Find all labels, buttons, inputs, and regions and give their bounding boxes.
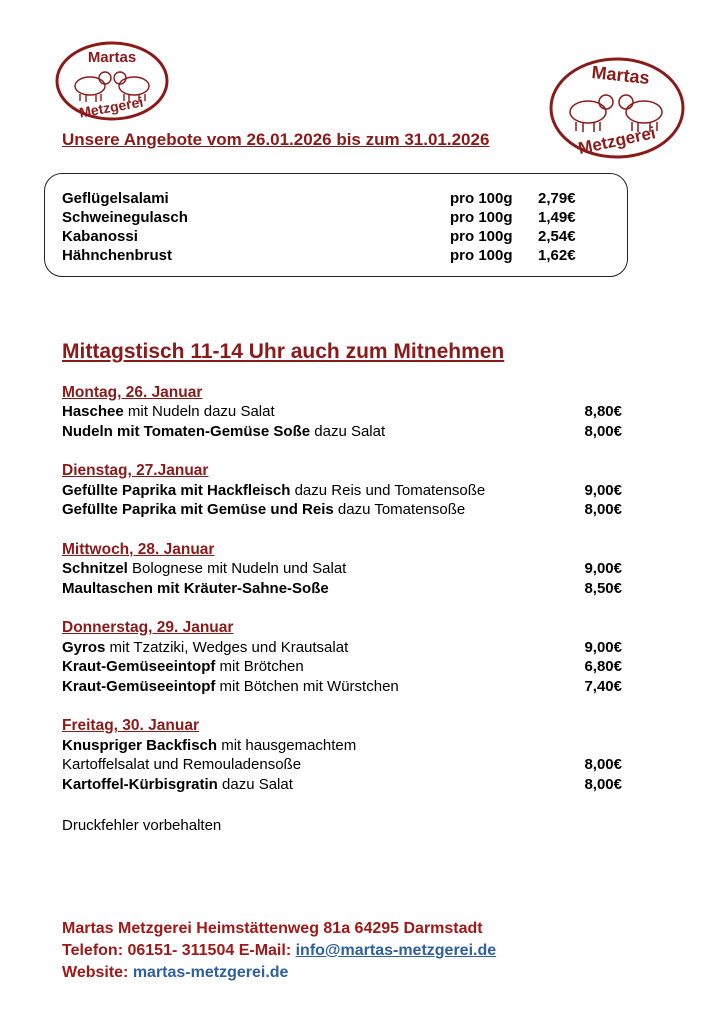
dish-price: 8,00€ [584,423,622,440]
dish-description: mit hausgemachtem [217,737,357,754]
dish-item [62,678,399,695]
footer-website [62,964,288,982]
offer-name: Schweinegulasch [62,209,188,226]
dish-item [62,776,293,793]
logo-small-line2: Metzgerei [77,93,145,121]
logo-small [54,40,170,122]
dish-price: 9,00€ [584,482,622,499]
disclaimer-note: Druckfehler vorbehalten [62,817,222,834]
offer-price: 1,49€ [538,209,576,226]
dish-name: Gefüllte Paprika mit Gemüse und Reis [62,501,334,518]
dish-price: 7,40€ [584,678,622,695]
dish-item [62,639,348,656]
lunch-title: Mittagstisch 11-14 Uhr auch zum Mitnehmen [62,340,505,363]
dish-item [62,403,275,420]
offer-name: Geflügelsalami [62,190,169,207]
footer-contact [62,942,496,960]
day-heading-tuesday: Dienstag, 27.Januar [62,462,209,479]
dish-description: dazu Tomatensoße [333,501,466,518]
offer-price: 2,54€ [538,228,576,245]
dish-name: Kraut-Gemüseeintopf [62,658,216,675]
day-heading-friday: Freitag, 30. Januar [62,717,199,734]
dish-description: mit Bötchen mit Würstchen [215,678,399,695]
offer-unit: pro 100g [450,209,513,226]
dish-name: Kraut-Gemüseeintopf [62,678,216,695]
dish-item [62,658,304,675]
day-heading-monday: Montag, 26. Januar [62,384,203,401]
dish-name: Gyros [62,639,106,656]
logo-small-line1: Martas [87,49,137,66]
dish-price: 6,80€ [584,658,622,675]
dish-item [62,580,329,597]
email-link[interactable]: info@martas-metzgerei.de [295,942,497,959]
dish-price: 8,00€ [584,501,622,518]
dish-name: Schnitzel [62,560,128,577]
dish-description: mit Tzatziki, Wedges und Krautsalat [105,639,349,656]
dish-price: 8,50€ [584,580,622,597]
offer-name: Kabanossi [62,228,138,245]
dish-continuation: Kartoffelsalat und Remouladensoße [62,756,302,773]
dish-price: 8,80€ [584,403,622,420]
website-link[interactable]: martas-metzgerei.de [132,964,289,981]
dish-name: Nudeln mit Tomaten-Gemüse Soße [62,423,311,440]
dish-name: Gefüllte Paprika mit Hackfleisch [62,482,291,499]
offer-unit: pro 100g [450,190,513,207]
dish-price: 8,00€ [584,776,622,793]
dish-description: dazu Reis und Tomatensoße [290,482,486,499]
dish-item [62,737,356,754]
dish-item [62,482,485,499]
dish-price: 9,00€ [584,639,622,656]
dish-item [62,560,346,577]
dish-description: mit Brötchen [215,658,304,675]
dish-description: Bolognese mit Nudeln und Salat [127,560,347,577]
dish-item [62,501,465,518]
logo-large [548,56,686,160]
dish-price: 9,00€ [584,560,622,577]
dish-name: Haschee [62,403,124,420]
dish-description: dazu Salat [217,776,293,793]
footer-address: Martas Metzgerei Heimstättenweg 81a 64295 Darmstadt [62,920,483,937]
dish-description: mit Nudeln dazu Salat [123,403,275,420]
dish-description: dazu Salat [310,423,386,440]
offer-price: 1,62€ [538,247,576,264]
offers-box [44,173,628,277]
day-heading-thursday: Donnerstag, 29. Januar [62,619,234,636]
footer-phone-label: Telefon: 06151- 311504 E-Mail: [62,942,296,959]
logo-large-line2: Metzgerei [576,123,658,159]
dish-item [62,423,385,440]
dish-name: Kartoffel-Kürbisgratin [62,776,218,793]
offer-price: 2,79€ [538,190,576,207]
offer-unit: pro 100g [450,247,513,264]
dish-name: Maultaschen mit Kräuter-Sahne-Soße [62,580,329,597]
dish-price: 8,00€ [584,756,622,773]
footer-website-label: Website: [62,964,133,981]
dish-name: Knuspriger Backfisch [62,737,218,754]
offer-unit: pro 100g [450,228,513,245]
offers-title: Unsere Angebote vom 26.01.2026 bis zum 31.01.2026 [62,130,490,149]
logo-large-line1: Martas [590,62,651,89]
day-heading-wednesday: Mittwoch, 28. Januar [62,541,215,558]
offer-name: Hähnchenbrust [62,247,173,264]
